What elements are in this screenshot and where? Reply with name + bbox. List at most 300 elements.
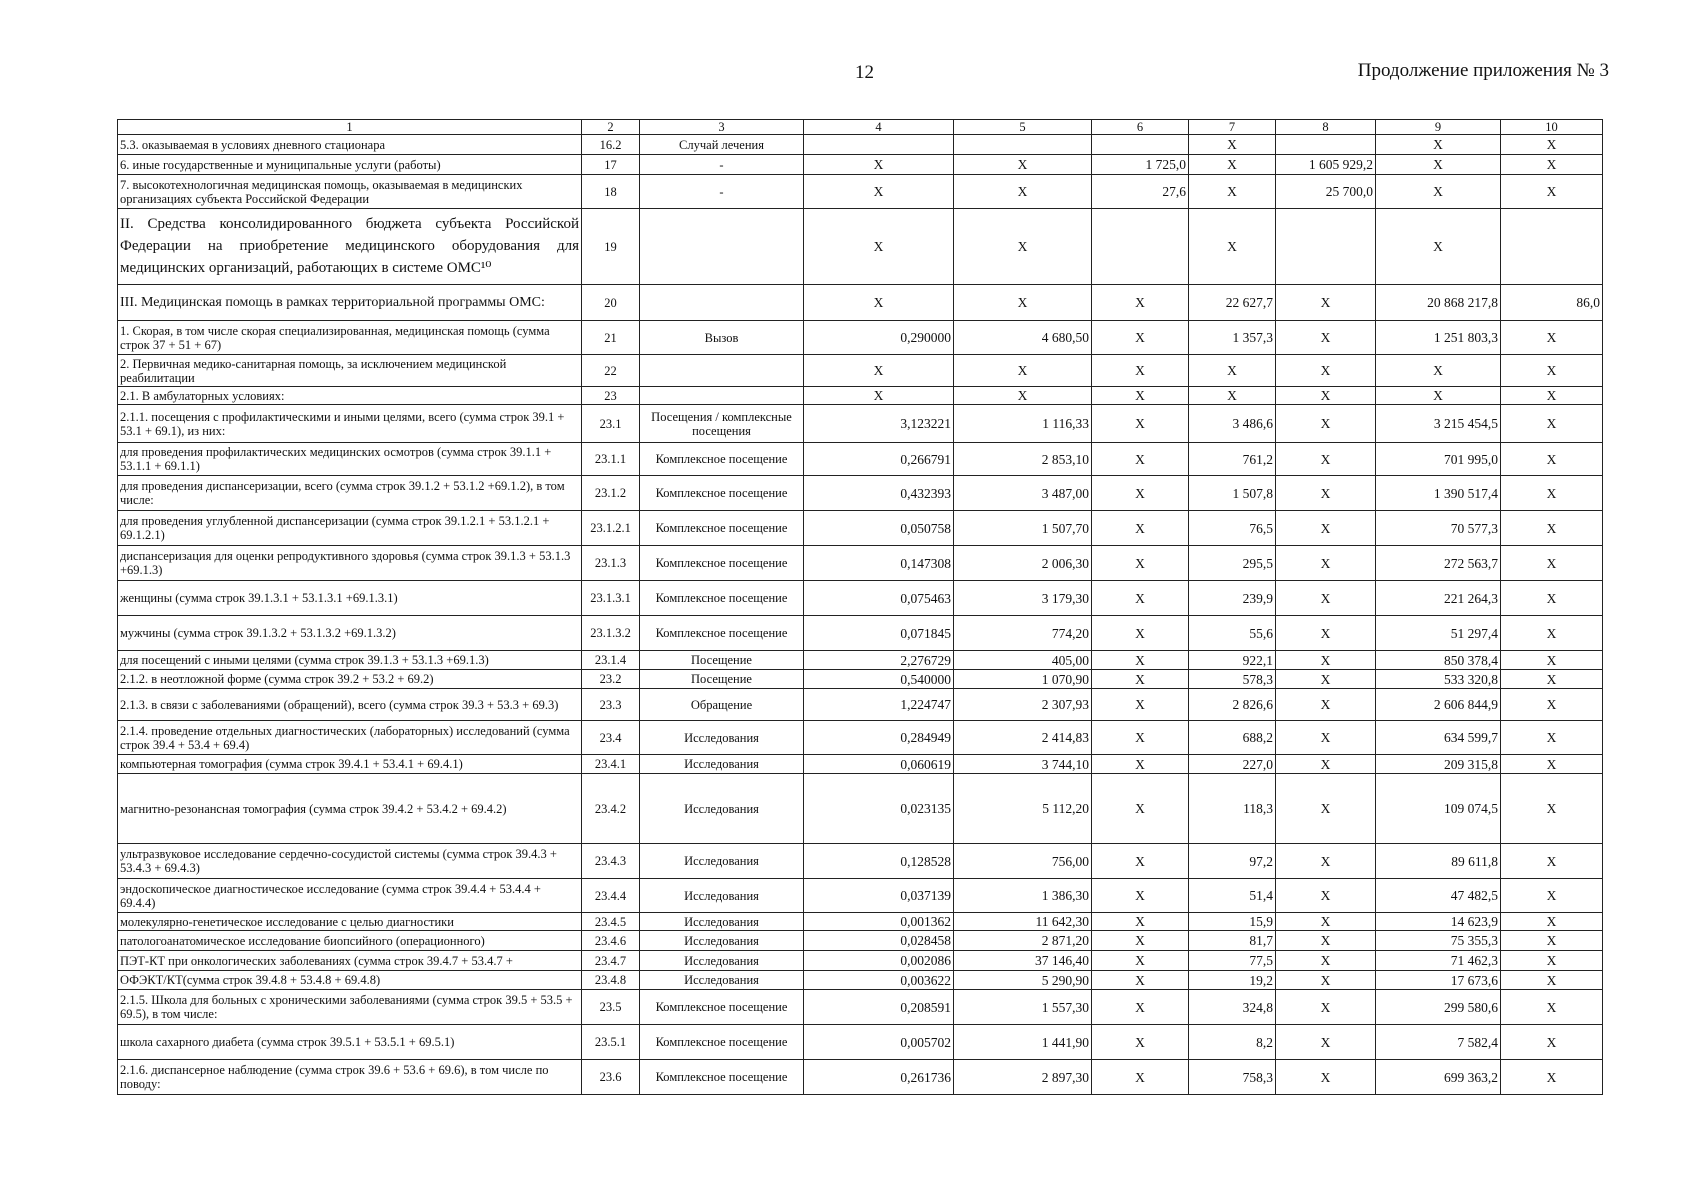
value-cell: X: [1092, 721, 1189, 755]
row-name: 2.1.2. в неотложной форме (сумма строк 39.2 + 53.2 + 69.2): [118, 670, 582, 689]
value-cell: X: [1092, 990, 1189, 1025]
value-cell: 109 074,5: [1376, 774, 1501, 844]
value-cell: 761,2: [1189, 443, 1276, 476]
value-cell: 77,5: [1189, 951, 1276, 971]
row-code: 20: [582, 285, 640, 321]
value-cell: X: [1276, 1025, 1376, 1060]
row-name: 5.3. оказываемая в условиях дневного стационара: [118, 135, 582, 155]
value-cell: [1276, 135, 1376, 155]
value-cell: 0,050758: [804, 511, 954, 546]
row-name: молекулярно-генетическое исследование с целью диагностики: [118, 913, 582, 931]
value-cell: 0,266791: [804, 443, 954, 476]
row-code: 16.2: [582, 135, 640, 155]
row-name: II. Средства консолидированного бюджета субъекта Российской Федерации на приобретение медицинского оборудования для медицинских организаций, работающих в системе ОМС¹⁰: [118, 209, 582, 285]
value-cell: X: [1501, 1060, 1603, 1095]
value-cell: X: [1501, 511, 1603, 546]
value-cell: [1501, 209, 1603, 285]
row-code: 23.4.5: [582, 913, 640, 931]
row-code: 23.1.4: [582, 651, 640, 670]
value-cell: X: [804, 387, 954, 405]
row-code: 23.4.3: [582, 844, 640, 879]
table-row: [118, 387, 1603, 405]
value-cell: X: [1501, 971, 1603, 990]
column-number-row: [118, 120, 1603, 135]
value-cell: 0,128528: [804, 844, 954, 879]
value-cell: X: [804, 355, 954, 387]
unit-cell: [640, 355, 804, 387]
table-row: [118, 135, 1603, 155]
value-cell: 2 826,6: [1189, 689, 1276, 721]
value-cell: 2 307,93: [954, 689, 1092, 721]
value-cell: X: [954, 387, 1092, 405]
row-code: 23.4.4: [582, 879, 640, 913]
column-header: 6: [1092, 120, 1189, 135]
value-cell: X: [1501, 844, 1603, 879]
data-table: [117, 119, 1603, 1095]
value-cell: 1 507,8: [1189, 476, 1276, 511]
unit-cell: [640, 285, 804, 321]
value-cell: X: [1189, 387, 1276, 405]
row-name: ультразвуковое исследование сердечно-сосудистой системы (сумма строк 39.4.3 + 53.4.3 + 69.4.3): [118, 844, 582, 879]
value-cell: X: [1092, 443, 1189, 476]
value-cell: X: [1276, 755, 1376, 774]
value-cell: 2 871,20: [954, 931, 1092, 951]
unit-cell: -: [640, 175, 804, 209]
unit-cell: Исследования: [640, 721, 804, 755]
unit-cell: Посещение: [640, 670, 804, 689]
row-name: 6. иные государственные и муниципальные услуги (работы): [118, 155, 582, 175]
value-cell: 11 642,30: [954, 913, 1092, 931]
value-cell: 533 320,8: [1376, 670, 1501, 689]
value-cell: X: [804, 155, 954, 175]
value-cell: 17 673,6: [1376, 971, 1501, 990]
value-cell: 0,284949: [804, 721, 954, 755]
value-cell: X: [1376, 175, 1501, 209]
column-header: 2: [582, 120, 640, 135]
value-cell: X: [1092, 755, 1189, 774]
value-cell: X: [1092, 476, 1189, 511]
value-cell: X: [1276, 844, 1376, 879]
table-row: [118, 844, 1603, 879]
value-cell: 272 563,7: [1376, 546, 1501, 581]
value-cell: X: [954, 285, 1092, 321]
value-cell: X: [1276, 387, 1376, 405]
value-cell: X: [1092, 285, 1189, 321]
value-cell: 81,7: [1189, 931, 1276, 951]
value-cell: 1 507,70: [954, 511, 1092, 546]
value-cell: 221 264,3: [1376, 581, 1501, 616]
value-cell: X: [1276, 951, 1376, 971]
value-cell: X: [1501, 175, 1603, 209]
value-cell: 2 414,83: [954, 721, 1092, 755]
value-cell: 3,123221: [804, 405, 954, 443]
value-cell: X: [1276, 1060, 1376, 1095]
value-cell: X: [1276, 721, 1376, 755]
value-cell: 51,4: [1189, 879, 1276, 913]
value-cell: 922,1: [1189, 651, 1276, 670]
value-cell: 1 557,30: [954, 990, 1092, 1025]
value-cell: 2,276729: [804, 651, 954, 670]
value-cell: 5 290,90: [954, 971, 1092, 990]
unit-cell: Исследования: [640, 844, 804, 879]
value-cell: X: [1501, 879, 1603, 913]
column-header: 3: [640, 120, 804, 135]
unit-cell: Комплексное посещение: [640, 990, 804, 1025]
table-body: [118, 135, 1603, 1095]
value-cell: 324,8: [1189, 990, 1276, 1025]
table-row: [118, 511, 1603, 546]
value-cell: X: [1501, 321, 1603, 355]
row-code: 19: [582, 209, 640, 285]
value-cell: X: [1092, 405, 1189, 443]
value-cell: X: [1276, 670, 1376, 689]
value-cell: 15,9: [1189, 913, 1276, 931]
value-cell: X: [1501, 931, 1603, 951]
value-cell: 118,3: [1189, 774, 1276, 844]
value-cell: 0,003622: [804, 971, 954, 990]
value-cell: 405,00: [954, 651, 1092, 670]
value-cell: 47 482,5: [1376, 879, 1501, 913]
table-row: [118, 721, 1603, 755]
row-code: 23.4: [582, 721, 640, 755]
table-row: [118, 616, 1603, 651]
row-code: 23.5: [582, 990, 640, 1025]
value-cell: X: [1276, 971, 1376, 990]
row-name: для проведения профилактических медицинских осмотров (сумма строк 39.1.1 + 53.1.1 + 69.1.1): [118, 443, 582, 476]
value-cell: 0,037139: [804, 879, 954, 913]
value-cell: 22 627,7: [1189, 285, 1276, 321]
row-name: диспансеризация для оценки репродуктивного здоровья (сумма строк 39.1.3 + 53.1.3 +69.1.3): [118, 546, 582, 581]
value-cell: 0,147308: [804, 546, 954, 581]
value-cell: X: [1092, 546, 1189, 581]
value-cell: X: [1276, 405, 1376, 443]
value-cell: X: [1276, 616, 1376, 651]
row-name: для проведения углубленной диспансеризации (сумма строк 39.1.2.1 + 53.1.2.1 + 69.1.2.1): [118, 511, 582, 546]
value-cell: 209 315,8: [1376, 755, 1501, 774]
value-cell: 1 386,30: [954, 879, 1092, 913]
value-cell: X: [1501, 670, 1603, 689]
row-name: ПЭТ-КТ при онкологических заболеваниях (сумма строк 39.4.7 + 53.4.7 +: [118, 951, 582, 971]
unit-cell: Обращение: [640, 689, 804, 721]
value-cell: 3 744,10: [954, 755, 1092, 774]
value-cell: X: [1276, 285, 1376, 321]
value-cell: 0,290000: [804, 321, 954, 355]
value-cell: 2 897,30: [954, 1060, 1092, 1095]
table-row: [118, 1025, 1603, 1060]
value-cell: 37 146,40: [954, 951, 1092, 971]
table-row: [118, 931, 1603, 951]
value-cell: 0,071845: [804, 616, 954, 651]
row-code: 23.4.1: [582, 755, 640, 774]
value-cell: X: [1092, 1060, 1189, 1095]
table-row: [118, 321, 1603, 355]
unit-cell: Комплексное посещение: [640, 616, 804, 651]
value-cell: X: [1501, 616, 1603, 651]
value-cell: 0,028458: [804, 931, 954, 951]
row-code: 23.5.1: [582, 1025, 640, 1060]
value-cell: X: [1501, 721, 1603, 755]
value-cell: X: [1092, 774, 1189, 844]
value-cell: X: [1276, 931, 1376, 951]
column-header: 5: [954, 120, 1092, 135]
column-header: 4: [804, 120, 954, 135]
unit-cell: Исследования: [640, 951, 804, 971]
value-cell: 0,432393: [804, 476, 954, 511]
row-name: для проведения диспансеризации, всего (сумма строк 39.1.2 + 53.1.2 +69.1.2), в том числе:: [118, 476, 582, 511]
row-name: 1. Скорая, в том числе скорая специализированная, медицинская помощь (сумма строк 37 + 51 + 67): [118, 321, 582, 355]
value-cell: [1092, 209, 1189, 285]
unit-cell: [640, 387, 804, 405]
unit-cell: Комплексное посещение: [640, 581, 804, 616]
value-cell: 227,0: [1189, 755, 1276, 774]
row-name: для посещений с иными целями (сумма строк 39.1.3 + 53.1.3 +69.1.3): [118, 651, 582, 670]
row-name: 2.1.1. посещения с профилактическими и иными целями, всего (сумма строк 39.1 + 53.1 + 69.1), из них:: [118, 405, 582, 443]
value-cell: 2 006,30: [954, 546, 1092, 581]
value-cell: X: [1276, 476, 1376, 511]
unit-cell: Комплексное посещение: [640, 1025, 804, 1060]
value-cell: X: [804, 175, 954, 209]
value-cell: X: [954, 209, 1092, 285]
value-cell: 70 577,3: [1376, 511, 1501, 546]
row-name: 2.1.5. Школа для больных с хроническими заболеваниями (сумма строк 39.5 + 53.5 + 69.5), в том числе:: [118, 990, 582, 1025]
value-cell: 634 599,7: [1376, 721, 1501, 755]
value-cell: 2 853,10: [954, 443, 1092, 476]
value-cell: X: [1276, 651, 1376, 670]
value-cell: X: [1092, 1025, 1189, 1060]
row-code: 23.6: [582, 1060, 640, 1095]
unit-cell: Комплексное посещение: [640, 511, 804, 546]
table-row: [118, 651, 1603, 670]
row-code: 21: [582, 321, 640, 355]
row-code: 23: [582, 387, 640, 405]
value-cell: X: [1376, 209, 1501, 285]
value-cell: 1 390 517,4: [1376, 476, 1501, 511]
value-cell: [1276, 209, 1376, 285]
value-cell: 1 070,90: [954, 670, 1092, 689]
value-cell: 850 378,4: [1376, 651, 1501, 670]
value-cell: X: [954, 175, 1092, 209]
value-cell: X: [1092, 951, 1189, 971]
unit-cell: Исследования: [640, 913, 804, 931]
value-cell: 97,2: [1189, 844, 1276, 879]
value-cell: 3 215 454,5: [1376, 405, 1501, 443]
value-cell: X: [1501, 913, 1603, 931]
table-row: [118, 1060, 1603, 1095]
value-cell: 1,224747: [804, 689, 954, 721]
row-code: 23.1.2.1: [582, 511, 640, 546]
value-cell: 1 725,0: [1092, 155, 1189, 175]
row-code: 23.4.8: [582, 971, 640, 990]
value-cell: X: [1501, 774, 1603, 844]
value-cell: X: [1501, 990, 1603, 1025]
row-code: 23.1.3.2: [582, 616, 640, 651]
value-cell: X: [1189, 135, 1276, 155]
value-cell: 774,20: [954, 616, 1092, 651]
table-row: [118, 285, 1603, 321]
unit-cell: Исследования: [640, 774, 804, 844]
row-name: 2.1.6. диспансерное наблюдение (сумма строк 39.6 + 53.6 + 69.6), в том числе по поводу:: [118, 1060, 582, 1095]
value-cell: 0,002086: [804, 951, 954, 971]
row-name: магнитно-резонансная томография (сумма строк 39.4.2 + 53.4.2 + 69.4.2): [118, 774, 582, 844]
value-cell: 20 868 217,8: [1376, 285, 1501, 321]
row-name: 2. Первичная медико-санитарная помощь, за исключением медицинской реабилитации: [118, 355, 582, 387]
value-cell: X: [1092, 651, 1189, 670]
page-number: 12: [855, 62, 874, 83]
value-cell: X: [1276, 443, 1376, 476]
unit-cell: Комплексное посещение: [640, 1060, 804, 1095]
value-cell: X: [1501, 443, 1603, 476]
value-cell: X: [1189, 209, 1276, 285]
value-cell: 4 680,50: [954, 321, 1092, 355]
row-code: 23.4.6: [582, 931, 640, 951]
unit-cell: [640, 209, 804, 285]
column-header: 7: [1189, 120, 1276, 135]
table-row: [118, 175, 1603, 209]
value-cell: 8,2: [1189, 1025, 1276, 1060]
value-cell: X: [1501, 135, 1603, 155]
value-cell: 1 116,33: [954, 405, 1092, 443]
value-cell: X: [804, 209, 954, 285]
value-cell: 688,2: [1189, 721, 1276, 755]
table-row: [118, 951, 1603, 971]
value-cell: 758,3: [1189, 1060, 1276, 1095]
value-cell: 0,261736: [804, 1060, 954, 1095]
table-row: [118, 155, 1603, 175]
value-cell: X: [1501, 155, 1603, 175]
value-cell: X: [1376, 135, 1501, 155]
value-cell: 76,5: [1189, 511, 1276, 546]
row-name: школа сахарного диабета (сумма строк 39.5.1 + 53.5.1 + 69.5.1): [118, 1025, 582, 1060]
value-cell: X: [1276, 546, 1376, 581]
value-cell: [1092, 135, 1189, 155]
value-cell: 7 582,4: [1376, 1025, 1501, 1060]
unit-cell: Случай лечения: [640, 135, 804, 155]
value-cell: 3 486,6: [1189, 405, 1276, 443]
table-row: [118, 405, 1603, 443]
value-cell: X: [1501, 355, 1603, 387]
value-cell: X: [1092, 581, 1189, 616]
row-name: 2.1.3. в связи с заболеваниями (обращений), всего (сумма строк 39.3 + 53.3 + 69.3): [118, 689, 582, 721]
value-cell: X: [1376, 155, 1501, 175]
column-header: 8: [1276, 120, 1376, 135]
value-cell: X: [1092, 321, 1189, 355]
row-code: 23.4.2: [582, 774, 640, 844]
value-cell: 699 363,2: [1376, 1060, 1501, 1095]
value-cell: 0,001362: [804, 913, 954, 931]
value-cell: 0,208591: [804, 990, 954, 1025]
value-cell: 5 112,20: [954, 774, 1092, 844]
unit-cell: Исследования: [640, 755, 804, 774]
row-code: 23.1.1: [582, 443, 640, 476]
table-row: [118, 774, 1603, 844]
value-cell: X: [1092, 355, 1189, 387]
unit-cell: Исследования: [640, 971, 804, 990]
column-header: 9: [1376, 120, 1501, 135]
value-cell: X: [1501, 1025, 1603, 1060]
value-cell: X: [1092, 616, 1189, 651]
value-cell: X: [1276, 511, 1376, 546]
value-cell: X: [954, 355, 1092, 387]
value-cell: X: [1092, 971, 1189, 990]
table-row: [118, 670, 1603, 689]
value-cell: X: [1092, 879, 1189, 913]
table-row: [118, 476, 1603, 511]
value-cell: X: [1092, 913, 1189, 931]
value-cell: X: [1276, 689, 1376, 721]
value-cell: X: [1276, 321, 1376, 355]
row-name: патологоанатомическое исследование биопсийного (операционного): [118, 931, 582, 951]
value-cell: 55,6: [1189, 616, 1276, 651]
value-cell: X: [1501, 546, 1603, 581]
value-cell: 0,005702: [804, 1025, 954, 1060]
value-cell: 578,3: [1189, 670, 1276, 689]
value-cell: X: [1501, 689, 1603, 721]
value-cell: 756,00: [954, 844, 1092, 879]
value-cell: 51 297,4: [1376, 616, 1501, 651]
value-cell: X: [1501, 651, 1603, 670]
value-cell: 701 995,0: [1376, 443, 1501, 476]
table-row: [118, 209, 1603, 285]
row-name: 2.1. В амбулаторных условиях:: [118, 387, 582, 405]
value-cell: X: [1092, 931, 1189, 951]
table-row: [118, 443, 1603, 476]
value-cell: [804, 135, 954, 155]
row-code: 17: [582, 155, 640, 175]
row-name: 2.1.4. проведение отдельных диагностических (лабораторных) исследований (сумма строк 39.4 + 53.4 + 69.4): [118, 721, 582, 755]
column-header: 10: [1501, 120, 1603, 135]
row-name: мужчины (сумма строк 39.1.3.2 + 53.1.3.2 +69.1.3.2): [118, 616, 582, 651]
row-name: эндоскопическое диагностическое исследование (сумма строк 39.4.4 + 53.4.4 + 69.4.4): [118, 879, 582, 913]
value-cell: 0,075463: [804, 581, 954, 616]
value-cell: X: [1276, 581, 1376, 616]
row-code: 23.4.7: [582, 951, 640, 971]
value-cell: X: [1092, 689, 1189, 721]
unit-cell: Комплексное посещение: [640, 443, 804, 476]
row-name: III. Медицинская помощь в рамках территориальной программы ОМС:: [118, 285, 582, 321]
value-cell: 1 441,90: [954, 1025, 1092, 1060]
unit-cell: Посещения / комплексные посещения: [640, 405, 804, 443]
row-code: 22: [582, 355, 640, 387]
value-cell: X: [1189, 355, 1276, 387]
value-cell: 1 605 929,2: [1276, 155, 1376, 175]
value-cell: X: [1501, 951, 1603, 971]
value-cell: 295,5: [1189, 546, 1276, 581]
value-cell: 3 487,00: [954, 476, 1092, 511]
value-cell: X: [804, 285, 954, 321]
value-cell: 75 355,3: [1376, 931, 1501, 951]
value-cell: X: [1501, 581, 1603, 616]
value-cell: X: [1276, 355, 1376, 387]
value-cell: 0,540000: [804, 670, 954, 689]
value-cell: 299 580,6: [1376, 990, 1501, 1025]
value-cell: 86,0: [1501, 285, 1603, 321]
value-cell: 0,060619: [804, 755, 954, 774]
value-cell: 3 179,30: [954, 581, 1092, 616]
value-cell: X: [1501, 476, 1603, 511]
value-cell: 1 251 803,3: [1376, 321, 1501, 355]
table-row: [118, 689, 1603, 721]
value-cell: X: [1501, 755, 1603, 774]
row-code: 23.3: [582, 689, 640, 721]
value-cell: 14 623,9: [1376, 913, 1501, 931]
table-row: [118, 581, 1603, 616]
value-cell: 2 606 844,9: [1376, 689, 1501, 721]
value-cell: [954, 135, 1092, 155]
unit-cell: Комплексное посещение: [640, 476, 804, 511]
value-cell: X: [1092, 670, 1189, 689]
row-code: 23.1.3: [582, 546, 640, 581]
value-cell: X: [1276, 879, 1376, 913]
